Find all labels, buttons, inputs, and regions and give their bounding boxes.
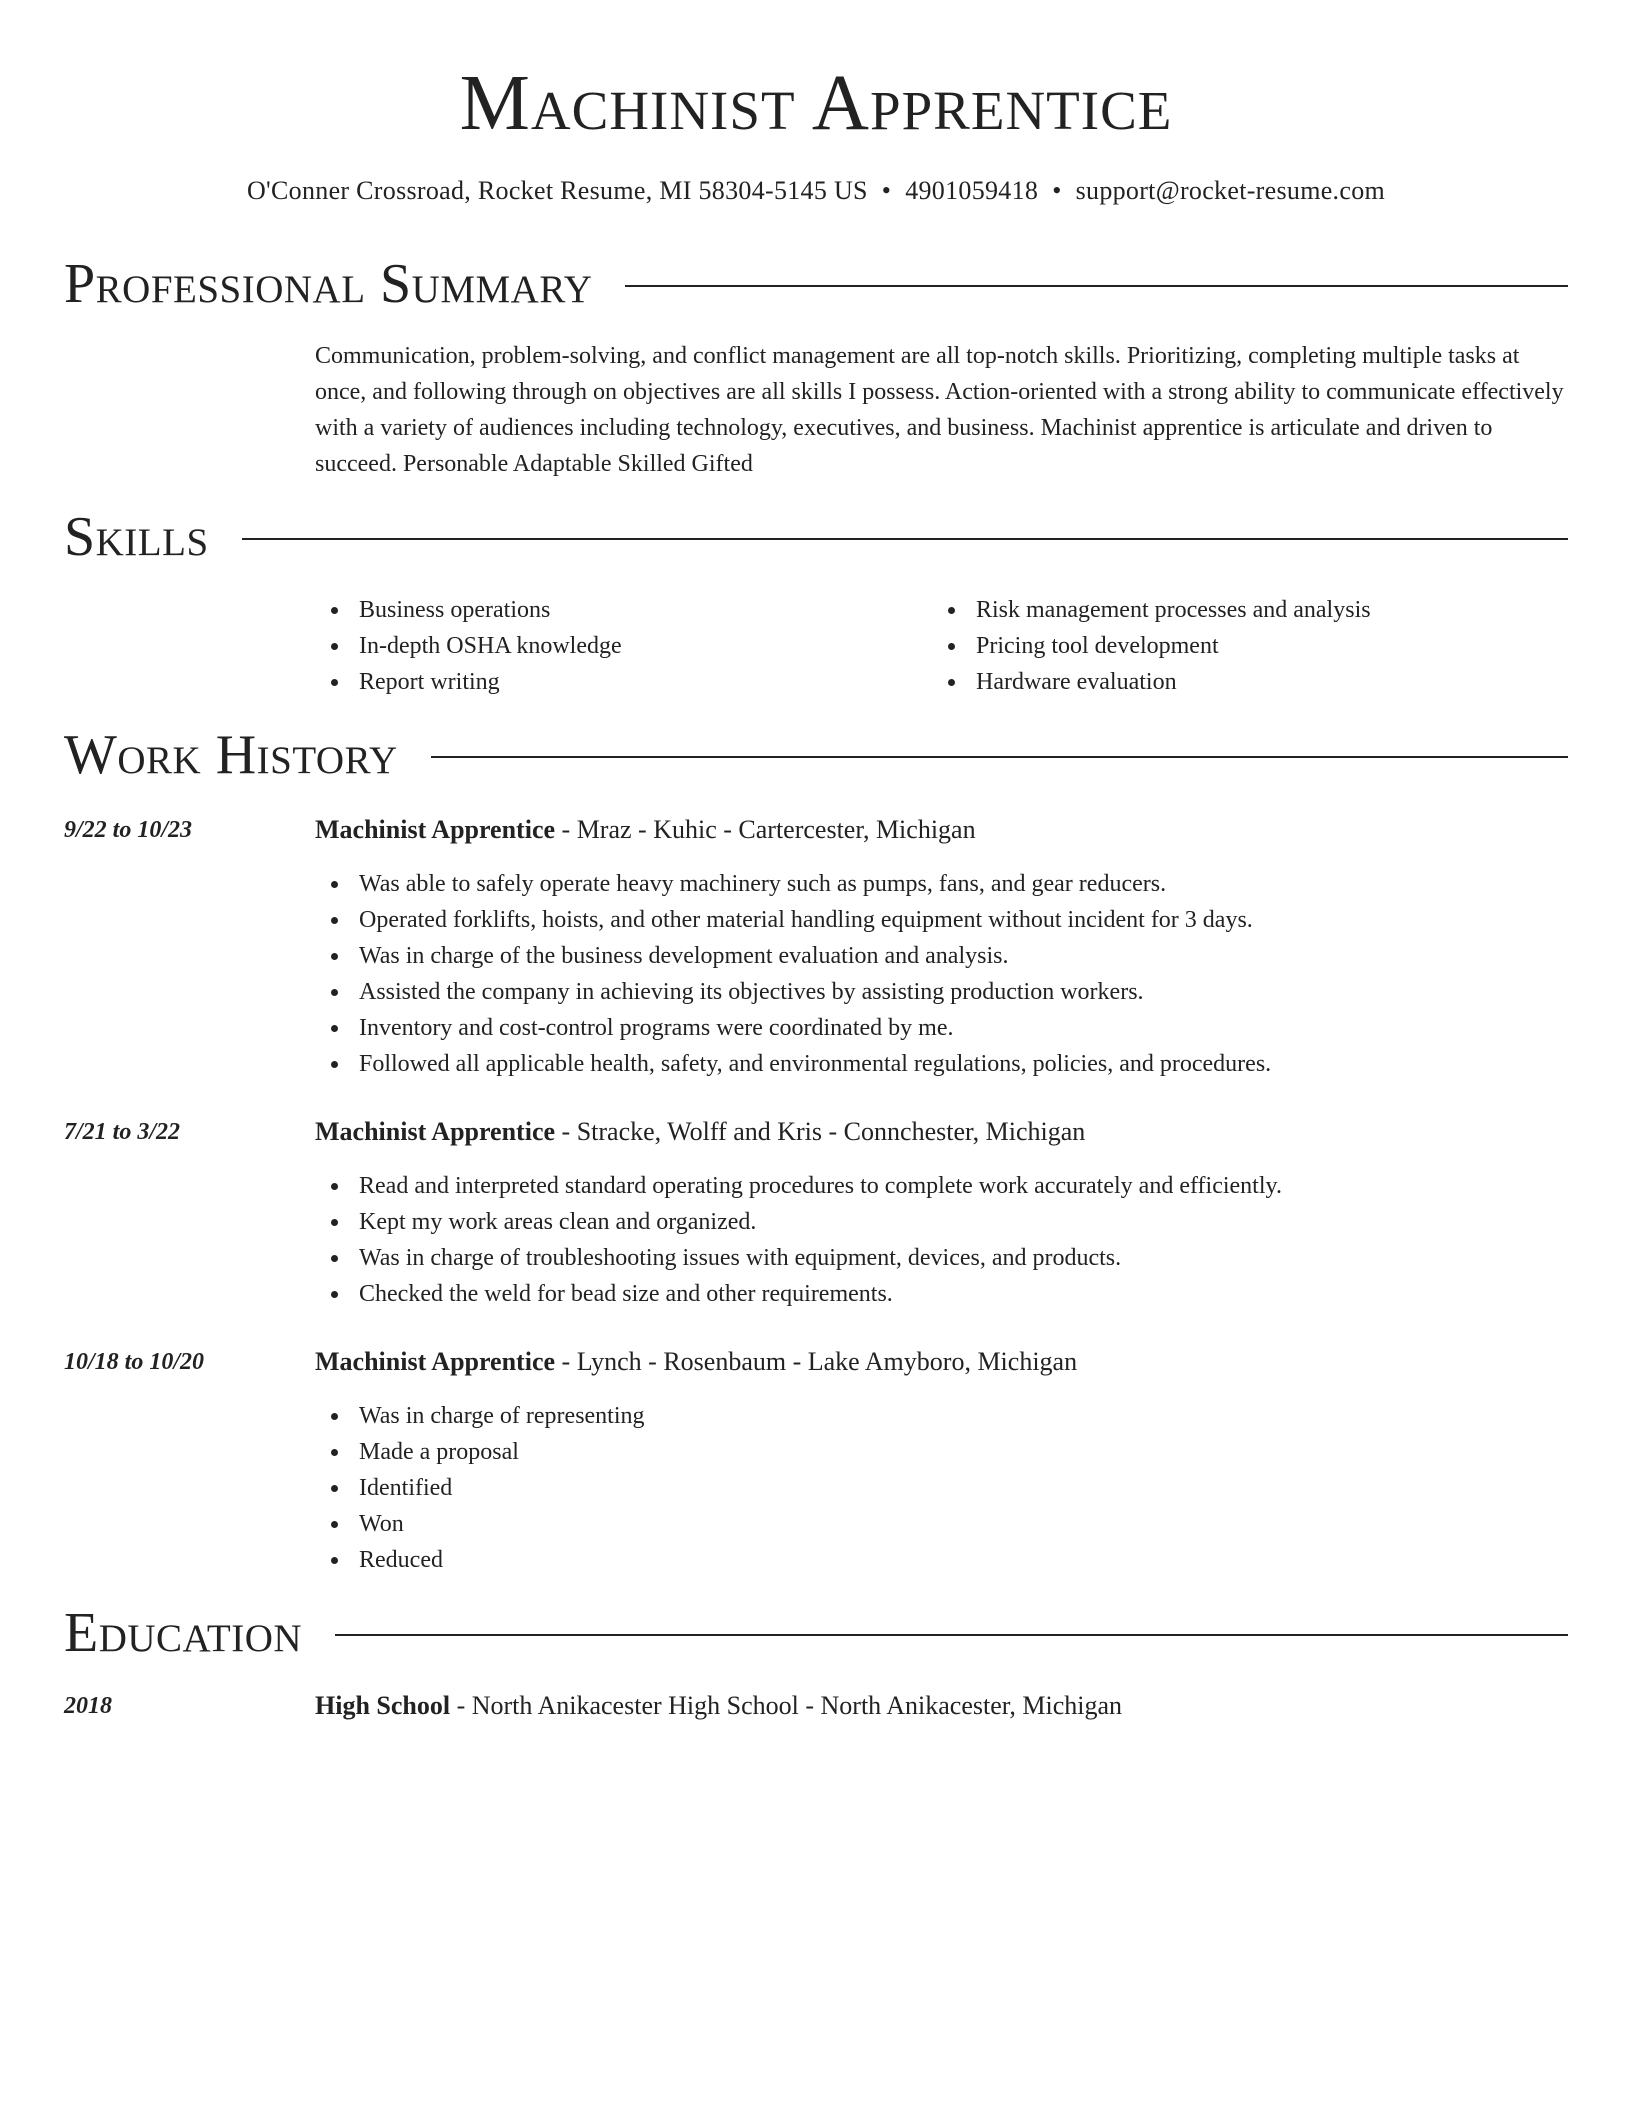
contact-phone: 4901059418 [905,176,1039,205]
skills-section-header [64,505,1568,569]
job-bullet: Operated forklifts, hoists, and other material handling equipment without incident for 3 days. [359,902,1568,938]
job-bullet-list [315,1168,1568,1312]
skill-item: Hardware evaluation [976,664,1371,700]
skill-item: Risk management processes and analysis [976,592,1371,628]
contact-email[interactable]: support@rocket-resume.com [1075,176,1386,205]
job-bullet: Was in charge of troubleshooting issues with equipment, devices, and products. [359,1240,1568,1276]
job-dates: 7/21 to 3/22 [64,1119,181,1145]
skill-item: In-depth OSHA knowledge [359,628,622,664]
education-year: 2018 [64,1693,112,1719]
summary-title: Professional Summary [64,253,593,315]
job-role: Machinist Apprentice [315,1117,556,1146]
job-bullet-list [315,1398,1568,1578]
job-bullet: Reduced [359,1542,1568,1578]
education-details: - North Anikacester High School - North Anikacester, Michigan [450,1691,1123,1720]
skills-list-left [315,592,622,700]
section-divider [242,538,1568,540]
job-bullet: Was in charge of the business development evaluation and analysis. [359,938,1568,974]
job-details: - Stracke, Wolff and Kris - Connchester, Michigan [555,1117,1086,1146]
job-title [315,1114,1085,1150]
job-bullet: Inventory and cost-control programs were coordinated by me. [359,1010,1568,1046]
education-section-header [64,1601,1568,1665]
job-bullet: Identified [359,1470,1568,1506]
job-title [315,1344,1077,1380]
summary-section-header [64,252,1568,316]
job-bullet: Won [359,1506,1568,1542]
work-title: Work History [64,724,398,786]
education-title: Education [64,1602,303,1664]
contact-separator: • [1052,176,1062,205]
job-dates: 9/22 to 10/23 [64,817,193,843]
job-role: Machinist Apprentice [315,815,556,844]
contact-line [0,174,1632,208]
job-title [315,812,976,848]
job-bullet: Read and interpreted standard operating procedures to complete work accurately and efficiently. [359,1168,1568,1204]
summary-text: Communication, problem-solving, and conflict management are all top-notch skills. Prioritizing, completing multiple tasks at once, and following through on objectives are all skills I possess. Action-oriented with a strong ability to communicate effectively with a variety of audiences including technology, executives, and business. Machinist apprentice is articulate and driven to succeed. Personable Adaptable Skilled Gifted [315,343,1564,477]
section-divider [335,1634,1568,1636]
skills-list-right [932,592,1371,700]
job-bullet: Was in charge of representing [359,1398,1568,1434]
job-bullet: Kept my work areas clean and organized. [359,1204,1568,1240]
skill-item: Report writing [359,664,622,700]
job-bullet: Assisted the company in achieving its objectives by assisting production workers. [359,974,1568,1010]
work-section-header [64,723,1568,787]
education-line [315,1688,1122,1724]
job-bullet: Made a proposal [359,1434,1568,1470]
section-divider [431,756,1568,758]
job-details: - Lynch - Rosenbaum - Lake Amyboro, Michigan [555,1347,1078,1376]
job-bullet: Was able to safely operate heavy machinery such as pumps, fans, and gear reducers. [359,866,1568,902]
job-role: Machinist Apprentice [315,1347,556,1376]
job-dates: 10/18 to 10/20 [64,1349,205,1375]
job-details: - Mraz - Kuhic - Cartercester, Michigan [555,815,976,844]
section-divider [625,285,1568,287]
education-degree: High School [315,1691,451,1720]
skills-title: Skills [64,506,209,568]
skill-item: Business operations [359,592,622,628]
contact-separator: • [881,176,892,205]
skill-item: Pricing tool development [976,628,1371,664]
job-bullet-list [315,866,1568,1082]
contact-address: O'Conner Crossroad, Rocket Resume, MI 58304-5145 US [246,176,868,205]
job-bullet: Checked the weld for bead size and other requirements. [359,1276,1568,1312]
job-bullet: Followed all applicable health, safety, and environmental regulations, policies, and procedures. [359,1046,1568,1082]
resume-name: Machinist Apprentice [459,60,1173,147]
